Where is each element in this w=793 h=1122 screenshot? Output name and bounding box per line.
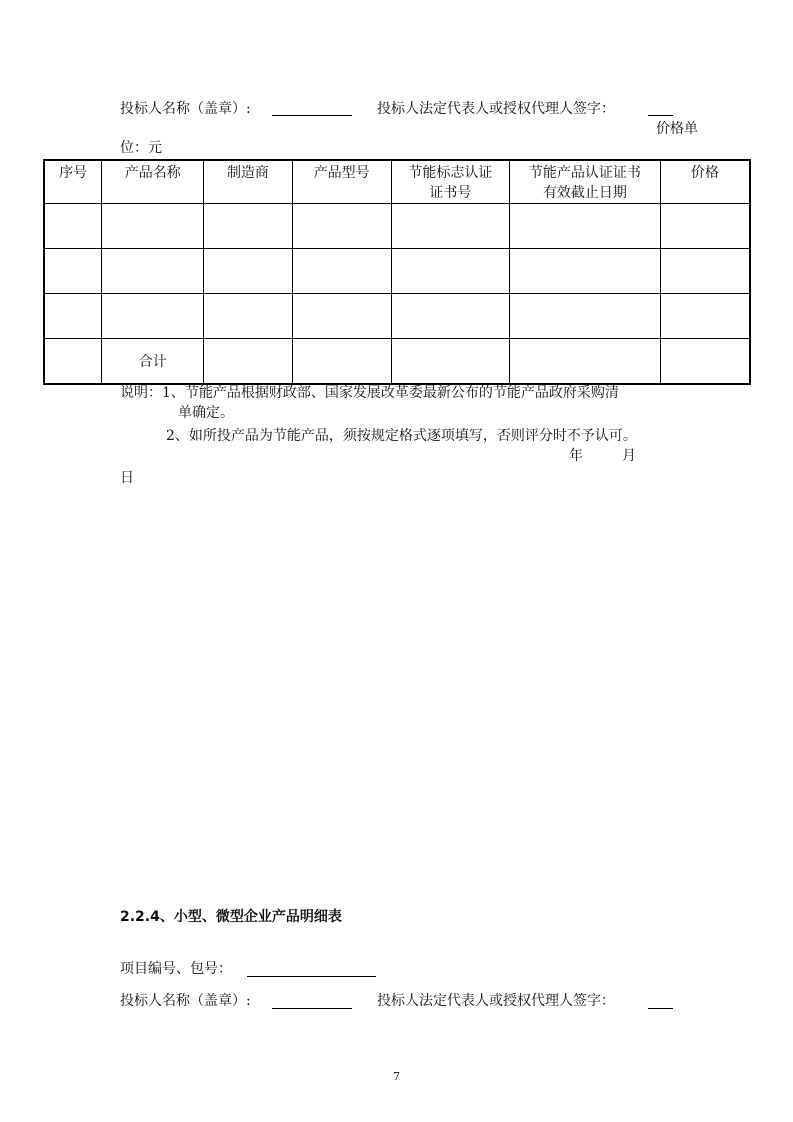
total-row: [44, 339, 750, 385]
date-month: 月: [622, 448, 636, 464]
project-label: 项目编号、包号：: [120, 961, 232, 977]
col-header: 序号: [44, 160, 102, 204]
col-header: 产品名称: [102, 160, 204, 204]
col-header: 节能产品认证证书 有效截止日期: [510, 160, 661, 204]
page-number: 7: [393, 1070, 400, 1083]
energy-saving-products-table: [43, 159, 751, 385]
rep-sign-blank-2: [648, 1008, 673, 1009]
bidder-name-label: 投标人名称（盖章）:: [120, 101, 251, 117]
table-row: [44, 204, 750, 249]
note-1: 说明：1、节能产品根据财政部、国家发展改革委最新公布的节能产品政府采购清: [120, 385, 619, 401]
col-header: 价格: [660, 160, 750, 204]
note-1-cont: 单确定。: [178, 405, 234, 421]
rep-sign-label: 投标人法定代表人或授权代理人签字：: [377, 101, 615, 117]
bidder-name-blank-2: [272, 1008, 352, 1009]
price-unit-1: 价格单: [656, 121, 698, 137]
table-header-row: [44, 160, 750, 204]
col-header: 制造商: [204, 160, 293, 204]
bidder-name-label-2: 投标人名称（盖章）:: [120, 993, 251, 1009]
col-header: 节能标志认证 证书号: [391, 160, 510, 204]
table-row: [44, 249, 750, 294]
date-year: 年: [569, 448, 583, 464]
price-unit-2: 位：元: [120, 140, 162, 156]
project-blank: [247, 976, 376, 977]
note-2: 2、如所投产品为节能产品，须按规定格式逐项填写，否则评分时不予认可。: [166, 428, 637, 444]
rep-sign-label-2: 投标人法定代表人或授权代理人签字：: [377, 993, 615, 1009]
table-row: [44, 294, 750, 339]
section-heading: 2.2.4、小型、微型企业产品明细表: [120, 909, 342, 925]
bidder-name-blank: [272, 115, 352, 116]
rep-sign-blank: [648, 115, 673, 116]
date-day: 日: [120, 470, 134, 486]
total-label: 合计: [102, 339, 204, 385]
col-header: 产品型号: [292, 160, 391, 204]
